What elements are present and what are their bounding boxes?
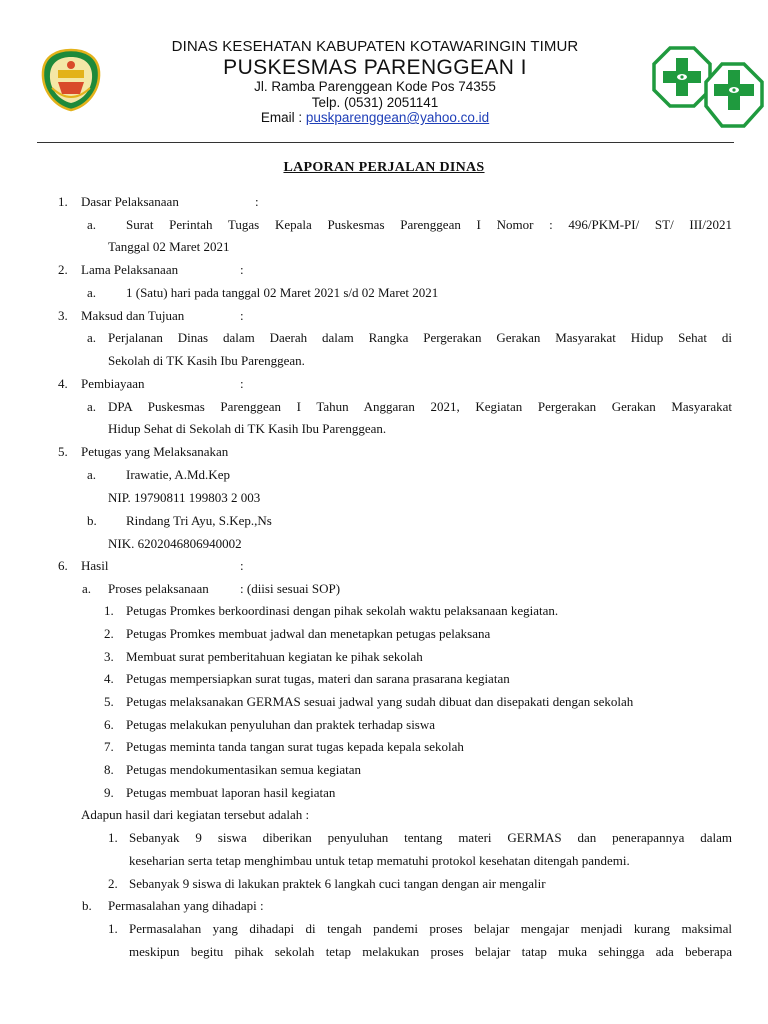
step-number: 5. — [104, 694, 114, 709]
document-title: LAPORAN PERJALAN DINAS — [283, 160, 485, 175]
section-4-a-line2: Hidup Sehat di Sekolah di TK Kasih Ibu Parenggean. — [108, 421, 387, 436]
section-1-a-line1: Surat Perintah Tugas Kepala Puskesmas Parenggean I Nomor : 496/PKM-PI/ ST/ III/2021 — [126, 217, 732, 232]
results-intro: Adapun hasil dari kegiatan tersebut adalah : — [81, 807, 310, 822]
section-2-a-text: 1 (Satu) hari pada tanggal 02 Maret 2021 s/d 02 Maret 2021 — [126, 285, 439, 300]
section-6-label: Hasil — [81, 558, 109, 573]
section-6-a-label: Proses pelaksanaan — [108, 581, 209, 596]
section-5-b-letter: b. — [87, 513, 97, 528]
section-5-a-letter: a. — [87, 467, 97, 482]
step-text: Petugas melakukan penyuluhan dan praktek terhadap siswa — [126, 717, 436, 732]
step-number: 9. — [104, 785, 114, 800]
section-6-colon: : — [240, 558, 244, 573]
section-2-a-letter: a. — [87, 285, 97, 300]
section-4-a-line1: DPA Puskesmas Parenggean I Tahun Anggaran 2021, Kegiatan Pergerakan Gerakan Masyarakat — [108, 399, 732, 414]
section-5-label: Petugas yang Melaksanakan — [81, 444, 229, 459]
problem-1-line1: Permasalahan yang dihadapi di tengah pandemi proses belajar mengajar menjadi kurang maksimal — [129, 921, 732, 936]
email-link[interactable]: puskparenggean@yahoo.co.id — [305, 110, 490, 125]
result-2-number: 2. — [108, 876, 118, 891]
section-6-number: 6. — [58, 558, 68, 573]
section-1-a-letter: a. — [87, 217, 97, 232]
letterhead-divider — [37, 142, 734, 143]
step-number: 1. — [104, 603, 114, 618]
clinic-email-line — [110, 110, 640, 125]
step-number: 6. — [104, 717, 114, 732]
section-2-number: 2. — [58, 262, 68, 277]
officer-a-name: Irawatie, A.Md.Kep — [126, 467, 230, 482]
officer-b-name: Rindang Tri Ayu, S.Kep.,Ns — [126, 513, 272, 528]
clinic-phone: Telp. (0531) 2051141 — [311, 95, 439, 110]
result-1-line1: Sebanyak 9 siswa diberikan penyuluhan tentang materi GERMAS dan penerapannya dalam — [129, 830, 732, 845]
clinic-address: Jl. Ramba Parenggean Kode Pos 74355 — [254, 79, 496, 94]
section-5-number: 5. — [58, 444, 68, 459]
clinic-name: PUSKESMAS PARENGGEAN I — [223, 56, 527, 79]
agency-name: DINAS KESEHATAN KABUPATEN KOTAWARINGIN TIMUR — [171, 38, 579, 55]
problem-1-line2: meskipun begitu pihak sekolah tetap melakukan proses belajar tatap muka sehingga ada beberapa — [129, 944, 732, 959]
section-1-number: 1. — [58, 194, 68, 209]
step-number: 3. — [104, 649, 114, 664]
section-3-number: 3. — [58, 308, 68, 323]
puskesmas-logo — [650, 44, 766, 130]
problem-1-number: 1. — [108, 921, 118, 936]
step-text: Petugas meminta tanda tangan surat tugas kepada kepala sekolah — [126, 739, 464, 754]
step-text: Petugas melaksanakan GERMAS sesuai jadwal yang sudah dibuat dan disepakati dengan sekolah — [126, 694, 634, 709]
step-text: Membuat surat pemberitahuan kegiatan ke pihak sekolah — [126, 649, 423, 664]
section-3-colon: : — [240, 308, 244, 323]
section-4-a-letter: a. — [87, 399, 97, 414]
officer-a-id: NIP. 19790811 199803 2 003 — [108, 490, 261, 505]
step-text: Petugas mendokumentasikan semua kegiatan — [126, 762, 362, 777]
step-text: Petugas Promkes berkoordinasi dengan pihak sekolah waktu pelaksanaan kegiatan. — [126, 603, 559, 618]
result-2-text: Sebanyak 9 siswa di lakukan praktek 6 langkah cuci tangan dengan air mengalir — [129, 876, 546, 891]
section-4-colon: : — [240, 376, 244, 391]
step-text: Petugas membuat laporan hasil kegiatan — [126, 785, 336, 800]
section-6-a-letter: a. — [82, 581, 92, 596]
step-text: Petugas mempersiapkan surat tugas, materi dan sarana prasarana kegiatan — [126, 671, 510, 686]
section-1-colon: : — [255, 194, 259, 209]
section-1-a-line2: Tanggal 02 Maret 2021 — [108, 239, 230, 254]
section-3-a-line2: Sekolah di TK Kasih Ibu Parenggean. — [108, 353, 305, 368]
result-1-number: 1. — [108, 830, 118, 845]
section-3-label: Maksud dan Tujuan — [81, 308, 185, 323]
result-1-line2: keseharian serta tetap menghimbau untuk tetap mematuhi protokol kesehatan ditengah pandemi. — [129, 853, 630, 868]
section-3-a-line1: Perjalanan Dinas dalam Daerah dalam Rangka Pergerakan Gerakan Masyarakat Hidup Sehat di — [108, 330, 732, 345]
section-4-number: 4. — [58, 376, 68, 391]
section-2-label: Lama Pelaksanaan — [81, 262, 179, 277]
section-6-a-note: : (diisi sesuai SOP) — [240, 581, 341, 596]
step-number: 7. — [104, 739, 114, 754]
section-3-a-letter: a. — [87, 330, 97, 345]
section-1-label: Dasar Pelaksanaan — [81, 194, 179, 209]
section-4-label: Pembiayaan — [81, 376, 145, 391]
section-2-colon: : — [240, 262, 244, 277]
step-text: Petugas Promkes membuat jadwal dan menetapkan petugas pelaksana — [126, 626, 491, 641]
section-6-b-letter: b. — [82, 898, 92, 913]
step-number: 4. — [104, 671, 114, 686]
email-label: Email : — [260, 110, 306, 125]
step-number: 2. — [104, 626, 114, 641]
step-number: 8. — [104, 762, 114, 777]
regency-emblem-logo — [40, 48, 102, 112]
section-6-b-label: Permasalahan yang dihadapi : — [108, 898, 264, 913]
officer-b-id: NIK. 6202046806940002 — [108, 536, 242, 551]
